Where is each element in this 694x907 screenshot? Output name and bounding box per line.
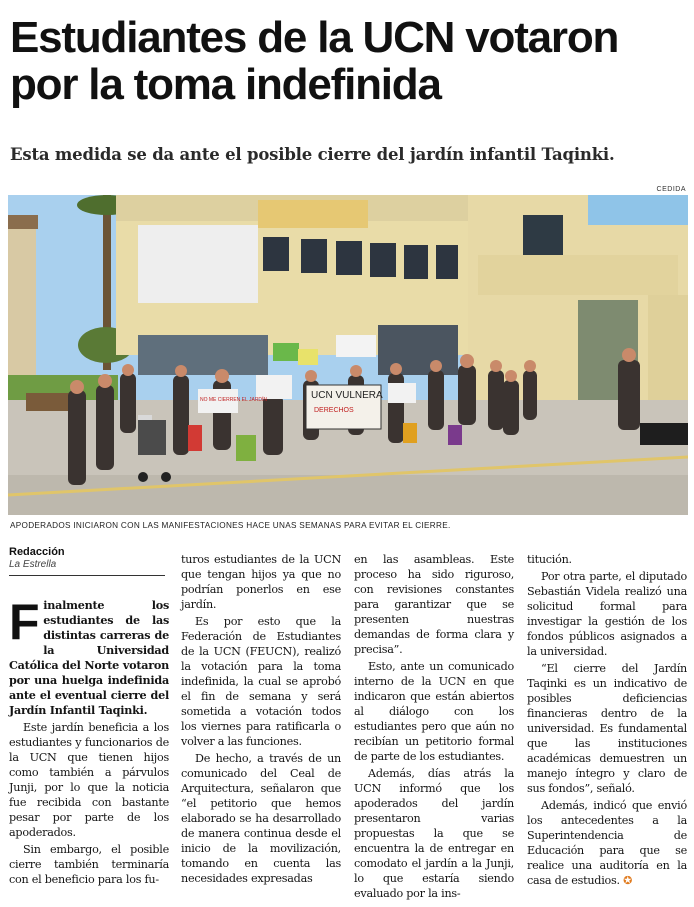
banner-text-2: DERECHOS [314,407,354,414]
paragraph: turos estudiantes de la UCN que tengan hijos ya que no podrían ponerlos en ese jardín. [181,553,341,611]
paragraph: Sin embargo, el posible cierre también terminaría con el beneficio para los fu- [9,843,169,886]
paragraph: Esto, ante un comunicado interno de la UCN en que indicaron que están abiertos al diálogo con los estudiantes pero que aún no recibían un petitorio formal de parte de los estudiantes. [354,660,514,763]
sign-text-3: NO ME CIERREN EL JARDÍN [200,397,268,403]
photo-caption: APODERADOS INICIARON CON LAS MANIFESTACIONES HACE UNAS SEMANAS PARA EVITAR EL CIERRE. [10,521,451,530]
paragraph: Es por esto que la Federación de Estudiantes de la UCN (FEUCN), realizó la votación para la toma indefinida, la cual se aprobó el fin de semana y será sometida a votación todos los viernes para ratificarla o volver a las funciones. [181,615,341,748]
paragraph: Además, indicó que envió los antecedentes a la Superintendencia de Educación para que se realice una auditoría en la casa de estudios. [527,799,687,887]
end-mark-icon: ✪ [623,874,633,887]
article-photo [8,195,688,515]
paragraph: Por otra parte, el diputado Sebastián Videla realizó una solicitud formal para investigar la gestión de los fondos públicos asignados a la universidad. [527,570,687,658]
article-column-4 [527,552,687,890]
headline: Estudiantes de la UCN votaron por la toma indefinida [10,13,619,109]
outlet-name: La Estrella [9,559,57,570]
paragraph: en las asambleas. Este proceso ha sido riguroso, con revisiones constantes para garantizar que se presenten nuestras demandas de forma clara y precisa”. [354,553,514,656]
paragraph: Además, días atrás la UCN informó que los apoderados del jardín presentaron varias propuestas la que se encuentra la de entregar en comodato el jardín a la Junji, lo que estaría siendo evaluado por la ins- [354,767,514,900]
paragraph: “El cierre del Jardín Taqinki es un indicativo de posibles deficiencias financieras dentro de la universidad. Es fundamental que las instituciones académicas demuestren un manejo íntegro y claro de sus fondos”, señaló. [527,662,687,795]
subheadline: Esta medida se da ante el posible cierre del jardín infantil Taqinki. [10,145,615,164]
article-column-1 [9,594,169,889]
byline [9,546,165,576]
banner-text-1: UCN VULNERA [311,390,383,401]
byline-rule [9,575,165,576]
drop-cap: F [9,594,40,650]
paragraph: De hecho, a través de un comunicado del Ceal de Arquitectura, señalaron que “el petitorio que hemos elaborado se ha desarrollado de manera continua desde el inicio de la movilización, tomando en cuenta las necesidades expresadas [181,752,341,885]
photo-illustration [8,195,688,515]
paragraph: titución. [527,553,572,566]
lead-paragraph: inalmente los estudiantes de las distintas carreras de la Universidad Católica del Norte votaron por una huelga indefinida ante el eventual cierre del Jardín Infantil Taqinki. [9,598,169,717]
article-column-3 [354,552,514,903]
paragraph: Este jardín beneficia a los estudiantes y funcionarios de la UCN que tienen hijos como también a párvulos Junji, por lo que la noticia fue recibida con bastante pesar por parte de los apoderados. [9,721,169,839]
photo-credit: CEDIDA [656,186,686,193]
author-name: Redacción [9,546,65,558]
article-column-2 [181,552,341,888]
